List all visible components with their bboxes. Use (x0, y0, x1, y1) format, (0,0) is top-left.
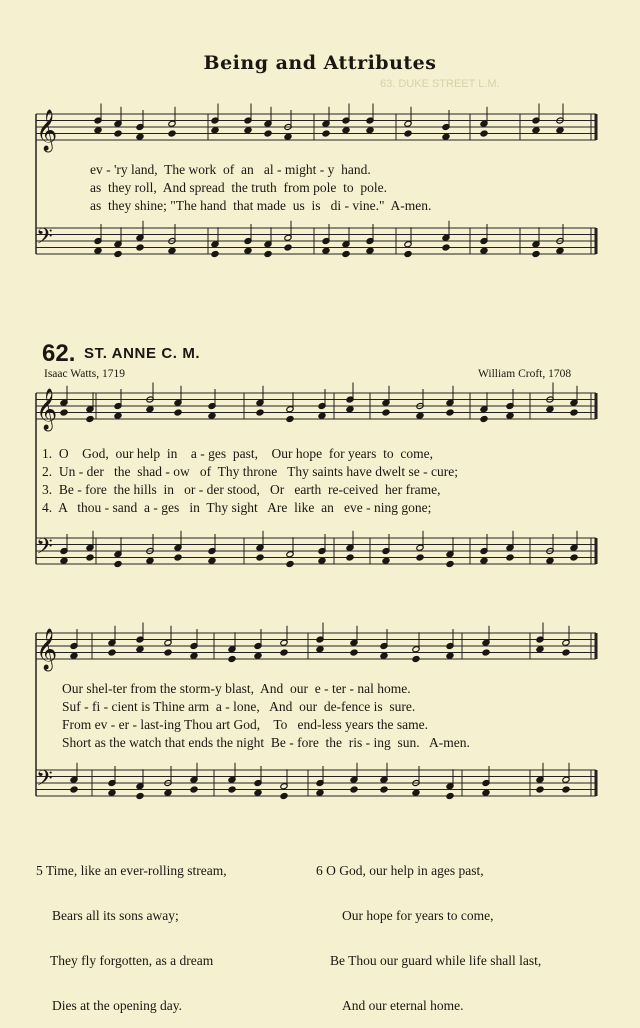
notehead (86, 554, 94, 561)
notehead (322, 247, 330, 254)
notehead (284, 133, 292, 140)
notehead (60, 557, 68, 564)
notehead (482, 649, 490, 656)
notehead (412, 789, 420, 796)
verse-6-line-4: And our eternal home. (342, 998, 464, 1013)
notehead (412, 655, 420, 662)
verse-5 (36, 833, 227, 1028)
page-header: Being and Attributes (203, 52, 437, 74)
notehead (532, 250, 540, 257)
notehead (286, 415, 294, 422)
treble-clef-icon: 𝄞 (36, 389, 58, 430)
notehead (136, 244, 144, 251)
notehead (416, 412, 424, 419)
notehead (316, 789, 324, 796)
notehead (536, 646, 544, 653)
notehead (366, 247, 374, 254)
notehead (244, 127, 252, 134)
verse-5-line-3: They fly forgotten, as a dream (50, 953, 214, 968)
notehead (108, 789, 116, 796)
notehead (570, 409, 578, 416)
bass-clef-icon: 𝄢 (36, 224, 53, 255)
notehead (380, 652, 388, 659)
notehead (342, 127, 350, 134)
notehead (228, 786, 236, 793)
notehead (136, 646, 144, 653)
notehead (382, 557, 390, 564)
notehead (94, 127, 102, 134)
notehead (168, 130, 176, 137)
bass-clef-icon: 𝄢 (36, 766, 53, 797)
verse-5-line-2: Bears all its sons away; (52, 908, 179, 923)
notehead (546, 557, 554, 564)
notehead (318, 412, 326, 419)
notehead (556, 127, 564, 134)
notehead (211, 127, 219, 134)
notehead (562, 786, 570, 793)
notehead (562, 649, 570, 656)
notehead (208, 557, 216, 564)
top-lyric-line-2: as they roll, And spread the truth from pole to pole. (90, 180, 387, 195)
notehead (244, 247, 252, 254)
notehead (208, 412, 216, 419)
notehead (350, 786, 358, 793)
notehead (446, 652, 454, 659)
notehead (228, 655, 236, 662)
notehead (86, 415, 94, 422)
notehead (546, 406, 554, 413)
notehead (70, 786, 78, 793)
notehead (342, 250, 350, 257)
treble-clef-icon: 𝄞 (36, 110, 58, 151)
notehead (114, 560, 122, 567)
notehead (570, 554, 578, 561)
notehead (350, 649, 358, 656)
lyric-a-line-3: 3. Be - fore the hills in or - der stood, Or earth re-ceived her frame, (42, 482, 441, 497)
notehead (164, 649, 172, 656)
notehead (146, 406, 154, 413)
notehead (536, 786, 544, 793)
notehead (316, 646, 324, 653)
notehead (114, 130, 122, 137)
notehead (346, 406, 354, 413)
top-lyric-line-3: as they shine; "The hand that made us is di - vine." A-men. (90, 198, 432, 213)
verse-6-line-3: Be Thou our guard while life shall last, (330, 953, 542, 968)
notehead (94, 247, 102, 254)
hymn-number: 62. (42, 340, 76, 367)
treble-clef-icon: 𝄞 (36, 629, 58, 670)
lyric-a-line-1: 1. O God, our help in a - ges past, Our hope for years to come, (42, 446, 434, 461)
notehead (108, 649, 116, 656)
top-lyric-line-1: ev - 'ry land, The work of an al - might - y hand. (90, 162, 371, 177)
notehead (480, 415, 488, 422)
notehead (264, 250, 272, 257)
notehead (70, 652, 78, 659)
notehead (114, 412, 122, 419)
notehead (404, 130, 412, 137)
notehead (211, 250, 219, 257)
notehead (404, 250, 412, 257)
notehead (442, 244, 450, 251)
notehead (114, 250, 122, 257)
notehead (446, 792, 454, 799)
notehead (506, 412, 514, 419)
author-credit: Isaac Watts, 1719 (44, 368, 125, 380)
notehead (318, 557, 326, 564)
notehead (164, 789, 172, 796)
notehead (174, 554, 182, 561)
lyric-b-line-3: From ev - er - last-ing Thou art God, To end-less years the same. (62, 717, 428, 732)
notehead (446, 409, 454, 416)
notehead (346, 554, 354, 561)
notehead (506, 554, 514, 561)
notehead (136, 792, 144, 799)
tune-name: ST. ANNE C. M. (84, 345, 201, 362)
lyric-a-line-2: 2. Un - der the shad - ow of Thy throne Thy saints have dwelt se - cure; (42, 464, 459, 479)
notehead (190, 652, 198, 659)
notehead (146, 557, 154, 564)
verse-6-line-2: Our hope for years to come, (342, 908, 494, 923)
notehead (322, 130, 330, 137)
verse-5-line-4: Dies at the opening day. (52, 998, 182, 1013)
faded-next-hymn-title: 63. DUKE STREET L.M. (380, 78, 500, 90)
notehead (366, 127, 374, 134)
notehead (190, 786, 198, 793)
notehead (254, 652, 262, 659)
notehead (482, 789, 490, 796)
notehead (280, 792, 288, 799)
notehead (382, 409, 390, 416)
notehead (256, 554, 264, 561)
notehead (442, 133, 450, 140)
notehead (136, 133, 144, 140)
notehead (480, 557, 488, 564)
verse-5-line-1: 5 Time, like an ever-rolling stream, (36, 863, 227, 878)
notehead (480, 247, 488, 254)
composer-credit: William Croft, 1708 (478, 368, 572, 380)
notehead (446, 560, 454, 567)
notehead (60, 409, 68, 416)
notehead (284, 244, 292, 251)
lyric-a-line-4: 4. A thou - sand a - ges in Thy sight Are like an eve - ning gone; (42, 500, 432, 515)
notehead (532, 127, 540, 134)
notehead (174, 409, 182, 416)
lyric-b-line-4: Short as the watch that ends the night Be - fore the ris - ing sun. A-men. (62, 735, 470, 750)
notehead (286, 560, 294, 567)
notehead (168, 247, 176, 254)
bass-clef-icon: 𝄢 (36, 534, 53, 565)
notehead (256, 409, 264, 416)
verse-6-line-1: 6 O God, our help in ages past, (316, 863, 484, 878)
notehead (380, 786, 388, 793)
notehead (280, 649, 288, 656)
notehead (416, 554, 424, 561)
notehead (556, 247, 564, 254)
lyric-b-line-2: Suf - fi - cient is Thine arm a - lone, And our de-fence is sure. (62, 699, 416, 714)
notehead (480, 130, 488, 137)
notehead (254, 789, 262, 796)
notehead (264, 130, 272, 137)
verse-6 (316, 833, 541, 1028)
lyric-b-line-1: Our shel-ter from the storm-y blast, And our e - ter - nal home. (62, 681, 411, 696)
